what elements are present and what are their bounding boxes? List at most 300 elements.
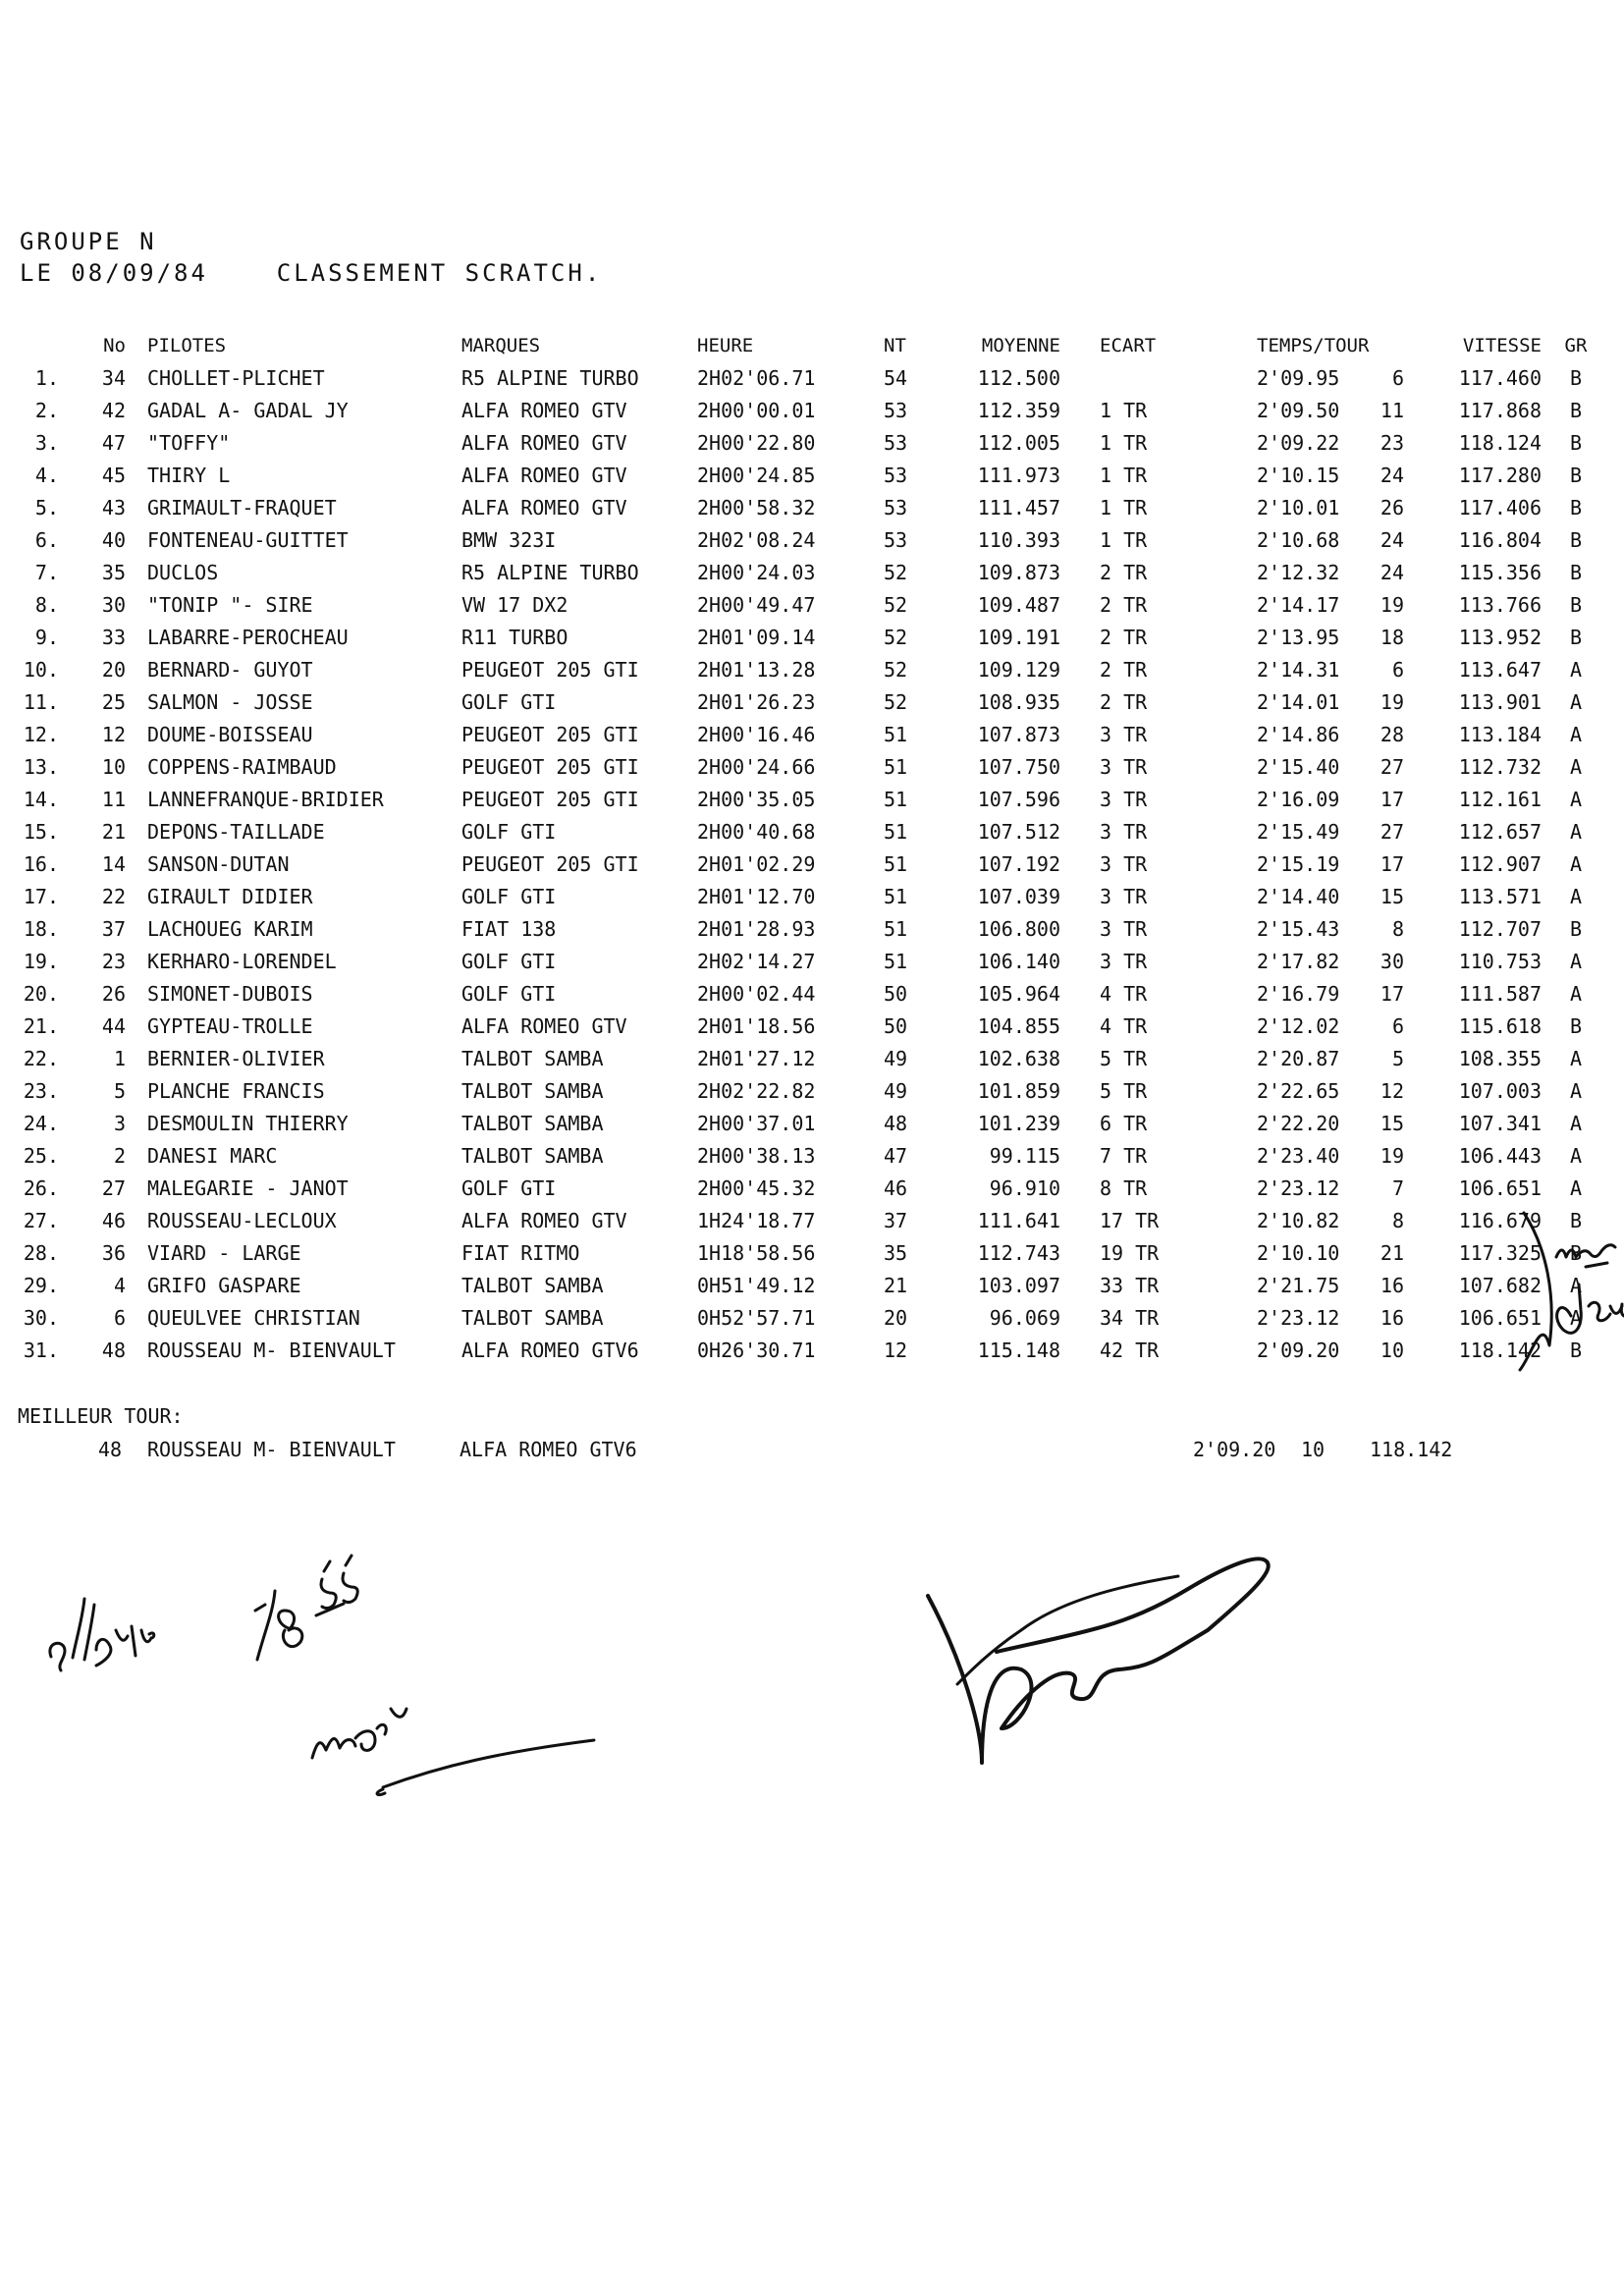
cell-vitesse: 117.280: [1458, 463, 1542, 487]
table-row: [0, 977, 1610, 1010]
cell-vitesse: 116.804: [1458, 527, 1542, 552]
cell-nt: 51: [884, 851, 908, 876]
table-row: [0, 847, 1610, 880]
table-row: [0, 912, 1610, 945]
cell-temps: 2'14.40: [1257, 884, 1340, 908]
cell-temps: 2'23.40: [1257, 1143, 1340, 1168]
cell-rank: 1.: [34, 365, 59, 390]
cell-gr: A: [1569, 819, 1583, 844]
cell-moyenne: 107.750: [977, 754, 1060, 779]
cell-moyenne: 109.129: [977, 657, 1060, 682]
cell-marque: R5 ALPINE TURBO: [461, 560, 639, 584]
cell-gr: B: [1569, 1240, 1583, 1265]
cell-tour: 26: [1380, 495, 1404, 519]
cell-gr: B: [1569, 1208, 1583, 1232]
cell-ecart: 4 TR: [1100, 981, 1148, 1006]
table-row: [0, 1301, 1610, 1334]
cell-nt: 46: [884, 1175, 908, 1200]
cell-vitesse: 112.732: [1458, 754, 1542, 779]
cell-nt: 21: [884, 1273, 908, 1297]
cell-moyenne: 107.512: [977, 819, 1060, 844]
cell-nt: 51: [884, 787, 908, 811]
best-lap-pilote: ROUSSEAU M- BIENVAULT: [147, 1438, 396, 1461]
cell-car-no: 27: [101, 1175, 126, 1200]
cell-pilote: DEPONS-TAILLADE: [147, 819, 325, 844]
cell-moyenne: 101.239: [977, 1111, 1060, 1135]
table-row: [0, 556, 1610, 588]
results-table: [0, 329, 1610, 1366]
best-lap-marque: ALFA ROMEO GTV6: [460, 1438, 637, 1461]
cell-marque: ALFA ROMEO GTV: [461, 495, 627, 519]
cell-marque: PEUGEOT 205 GTI: [461, 657, 639, 682]
cell-heure: 0H52'57.71: [697, 1305, 816, 1330]
cell-heure: 2H02'14.27: [697, 949, 816, 973]
cell-rank: 16.: [23, 851, 59, 876]
table-row: [0, 653, 1610, 685]
cell-pilote: QUEULVEE CHRISTIAN: [147, 1305, 360, 1330]
cell-ecart: 3 TR: [1100, 722, 1148, 746]
cell-tour: 19: [1380, 1143, 1404, 1168]
cell-ecart: 2 TR: [1100, 560, 1148, 584]
table-row: [0, 1139, 1610, 1172]
cell-car-no: 1: [113, 1046, 126, 1070]
cell-moyenne: 111.457: [977, 495, 1060, 519]
cell-pilote: BERNARD- GUYOT: [147, 657, 313, 682]
cell-nt: 50: [884, 1013, 908, 1038]
cell-temps: 2'15.19: [1257, 851, 1340, 876]
cell-rank: 22.: [23, 1046, 59, 1070]
cell-gr: A: [1569, 1078, 1583, 1103]
cell-rank: 28.: [23, 1240, 59, 1265]
cell-ecart: 3 TR: [1100, 949, 1148, 973]
col-moyenne: MOYENNE: [981, 334, 1060, 356]
cell-vitesse: 113.952: [1458, 625, 1542, 649]
cell-nt: 51: [884, 819, 908, 844]
cell-vitesse: 113.571: [1458, 884, 1542, 908]
cell-rank: 21.: [23, 1013, 59, 1038]
cell-heure: 2H00'02.44: [697, 981, 816, 1006]
cell-moyenne: 109.873: [977, 560, 1060, 584]
cell-nt: 12: [884, 1338, 908, 1362]
cell-rank: 13.: [23, 754, 59, 779]
cell-tour: 5: [1391, 1046, 1404, 1070]
cell-pilote: SIMONET-DUBOIS: [147, 981, 313, 1006]
cell-rank: 29.: [23, 1273, 59, 1297]
cell-nt: 53: [884, 527, 908, 552]
cell-pilote: THIRY L: [147, 463, 231, 487]
cell-nt: 37: [884, 1208, 908, 1232]
cell-moyenne: 111.973: [977, 463, 1060, 487]
cell-car-no: 48: [101, 1338, 126, 1362]
cell-car-no: 10: [101, 754, 126, 779]
table-row: [0, 750, 1610, 783]
cell-pilote: COPPENS-RAIMBAUD: [147, 754, 337, 779]
cell-nt: 54: [884, 365, 908, 390]
cell-vitesse: 112.707: [1458, 916, 1542, 941]
cell-moyenne: 105.964: [977, 981, 1060, 1006]
cell-nt: 51: [884, 916, 908, 941]
cell-car-no: 11: [101, 787, 126, 811]
cell-nt: 52: [884, 689, 908, 714]
cell-ecart: 33 TR: [1100, 1273, 1160, 1297]
cell-ecart: 5 TR: [1100, 1046, 1148, 1070]
cell-ecart: 42 TR: [1100, 1338, 1160, 1362]
cell-marque: TALBOT SAMBA: [461, 1111, 604, 1135]
cell-pilote: GIRAULT DIDIER: [147, 884, 313, 908]
cell-gr: B: [1569, 592, 1583, 617]
cell-marque: GOLF GTI: [461, 884, 557, 908]
cell-tour: 24: [1380, 463, 1404, 487]
cell-car-no: 2: [113, 1143, 126, 1168]
cell-marque: GOLF GTI: [461, 981, 557, 1006]
cell-heure: 2H00'40.68: [697, 819, 816, 844]
table-row: [0, 1172, 1610, 1204]
cell-moyenne: 110.393: [977, 527, 1060, 552]
cell-nt: 49: [884, 1078, 908, 1103]
cell-vitesse: 115.618: [1458, 1013, 1542, 1038]
table-row: [0, 1269, 1610, 1301]
cell-pilote: ROUSSEAU M- BIENVAULT: [147, 1338, 396, 1362]
cell-marque: ALFA ROMEO GTV6: [461, 1338, 639, 1362]
cell-rank: 5.: [34, 495, 59, 519]
cell-vitesse: 106.651: [1458, 1175, 1542, 1200]
cell-temps: 2'14.86: [1257, 722, 1340, 746]
cell-pilote: MALEGARIE - JANOT: [147, 1175, 349, 1200]
cell-heure: 2H00'35.05: [697, 787, 816, 811]
cell-vitesse: 112.907: [1458, 851, 1542, 876]
cell-tour: 23: [1380, 430, 1404, 455]
cell-temps: 2'16.09: [1257, 787, 1340, 811]
table-row: [0, 1334, 1610, 1366]
cell-nt: 53: [884, 430, 908, 455]
cell-car-no: 6: [113, 1305, 126, 1330]
cell-pilote: "TONIP "- SIRE: [147, 592, 313, 617]
cell-moyenne: 109.487: [977, 592, 1060, 617]
cell-moyenne: 107.192: [977, 851, 1060, 876]
cell-nt: 50: [884, 981, 908, 1006]
cell-car-no: 36: [101, 1240, 126, 1265]
cell-moyenne: 112.500: [977, 365, 1060, 390]
cell-tour: 18: [1380, 625, 1404, 649]
cell-tour: 17: [1380, 981, 1404, 1006]
cell-rank: 11.: [23, 689, 59, 714]
cell-pilote: GRIMAULT-FRAQUET: [147, 495, 337, 519]
cell-tour: 24: [1380, 560, 1404, 584]
cell-vitesse: 116.679: [1458, 1208, 1542, 1232]
cell-pilote: LABARRE-PEROCHEAU: [147, 625, 349, 649]
cell-nt: 20: [884, 1305, 908, 1330]
cell-rank: 14.: [23, 787, 59, 811]
cell-rank: 24.: [23, 1111, 59, 1135]
cell-marque: PEUGEOT 205 GTI: [461, 722, 639, 746]
col-ecart: ECART: [1100, 334, 1157, 356]
cell-nt: 51: [884, 722, 908, 746]
cell-temps: 2'10.15: [1257, 463, 1340, 487]
cell-temps: 2'15.40: [1257, 754, 1340, 779]
cell-tour: 19: [1380, 592, 1404, 617]
cell-tour: 6: [1391, 1013, 1404, 1038]
cell-ecart: 19 TR: [1100, 1240, 1160, 1265]
cell-ecart: 2 TR: [1100, 625, 1148, 649]
cell-ecart: 2 TR: [1100, 689, 1148, 714]
cell-rank: 3.: [34, 430, 59, 455]
cell-gr: A: [1569, 884, 1583, 908]
cell-gr: A: [1569, 1175, 1583, 1200]
cell-marque: ALFA ROMEO GTV: [461, 430, 627, 455]
table-header: [0, 329, 1610, 361]
cell-moyenne: 96.069: [989, 1305, 1060, 1330]
cell-rank: 26.: [23, 1175, 59, 1200]
cell-heure: 2H00'22.80: [697, 430, 816, 455]
cell-gr: A: [1569, 787, 1583, 811]
cell-tour: 6: [1391, 365, 1404, 390]
cell-rank: 23.: [23, 1078, 59, 1103]
cell-moyenne: 106.800: [977, 916, 1060, 941]
cell-ecart: 3 TR: [1100, 754, 1148, 779]
cell-vitesse: 117.460: [1458, 365, 1542, 390]
cell-pilote: GYPTEAU-TROLLE: [147, 1013, 313, 1038]
cell-rank: 10.: [23, 657, 59, 682]
cell-car-no: 44: [101, 1013, 126, 1038]
cell-pilote: DOUME-BOISSEAU: [147, 722, 313, 746]
cell-car-no: 43: [101, 495, 126, 519]
cell-moyenne: 108.935: [977, 689, 1060, 714]
cell-rank: 19.: [23, 949, 59, 973]
cell-pilote: DANESI MARC: [147, 1143, 278, 1168]
col-pilotes: PILOTES: [147, 334, 227, 356]
cell-gr: B: [1569, 527, 1583, 552]
table-row: [0, 1074, 1610, 1107]
cell-ecart: 3 TR: [1100, 819, 1148, 844]
cell-marque: ALFA ROMEO GTV: [461, 1208, 627, 1232]
cell-tour: 16: [1380, 1273, 1404, 1297]
cell-moyenne: 111.641: [977, 1208, 1060, 1232]
cell-temps: 2'09.50: [1257, 398, 1340, 422]
cell-car-no: 33: [101, 625, 126, 649]
cell-ecart: 5 TR: [1100, 1078, 1148, 1103]
cell-ecart: 3 TR: [1100, 851, 1148, 876]
cell-rank: 2.: [34, 398, 59, 422]
cell-ecart: 4 TR: [1100, 1013, 1148, 1038]
cell-gr: A: [1569, 1305, 1583, 1330]
cell-marque: FIAT RITMO: [461, 1240, 580, 1265]
cell-temps: 2'13.95: [1257, 625, 1340, 649]
col-vitesse: VITESSE: [1462, 334, 1542, 356]
cell-marque: BMW 323I: [461, 527, 557, 552]
cell-nt: 47: [884, 1143, 908, 1168]
cell-pilote: ROUSSEAU-LECLOUX: [147, 1208, 337, 1232]
cell-temps: 2'23.12: [1257, 1305, 1340, 1330]
cell-rank: 18.: [23, 916, 59, 941]
cell-rank: 7.: [34, 560, 59, 584]
table-row: [0, 394, 1610, 426]
cell-car-no: 14: [101, 851, 126, 876]
cell-ecart: 1 TR: [1100, 495, 1148, 519]
cell-heure: 2H01'12.70: [697, 884, 816, 908]
cell-vitesse: 112.657: [1458, 819, 1542, 844]
cell-temps: 2'14.31: [1257, 657, 1340, 682]
cell-marque: PEUGEOT 205 GTI: [461, 851, 639, 876]
cell-car-no: 35: [101, 560, 126, 584]
cell-car-no: 46: [101, 1208, 126, 1232]
cell-pilote: KERHARO-LORENDEL: [147, 949, 337, 973]
cell-marque: TALBOT SAMBA: [461, 1078, 604, 1103]
cell-car-no: 26: [101, 981, 126, 1006]
cell-temps: 2'17.82: [1257, 949, 1340, 973]
cell-vitesse: 107.003: [1458, 1078, 1542, 1103]
cell-ecart: 1 TR: [1100, 430, 1148, 455]
cell-gr: A: [1569, 1111, 1583, 1135]
table-row: [0, 685, 1610, 718]
cell-vitesse: 115.356: [1458, 560, 1542, 584]
cell-gr: A: [1569, 851, 1583, 876]
cell-moyenne: 112.359: [977, 398, 1060, 422]
cell-vitesse: 107.682: [1458, 1273, 1542, 1297]
cell-nt: 49: [884, 1046, 908, 1070]
cell-rank: 25.: [23, 1143, 59, 1168]
cell-marque: R11 TURBO: [461, 625, 568, 649]
table-row: [0, 621, 1610, 653]
table-row: [0, 783, 1610, 815]
cell-rank: 15.: [23, 819, 59, 844]
cell-vitesse: 118.142: [1458, 1338, 1542, 1362]
cell-gr: A: [1569, 722, 1583, 746]
cell-marque: R5 ALPINE TURBO: [461, 365, 639, 390]
cell-nt: 35: [884, 1240, 908, 1265]
cell-ecart: 34 TR: [1100, 1305, 1160, 1330]
cell-marque: ALFA ROMEO GTV: [461, 463, 627, 487]
cell-car-no: 37: [101, 916, 126, 941]
cell-pilote: LANNEFRANQUE-BRIDIER: [147, 787, 384, 811]
cell-rank: 12.: [23, 722, 59, 746]
cell-heure: 2H01'26.23: [697, 689, 816, 714]
cell-gr: A: [1569, 1143, 1583, 1168]
cell-moyenne: 109.191: [977, 625, 1060, 649]
cell-tour: 17: [1380, 851, 1404, 876]
cell-vitesse: 110.753: [1458, 949, 1542, 973]
cell-tour: 7: [1391, 1175, 1404, 1200]
cell-car-no: 12: [101, 722, 126, 746]
cell-gr: B: [1569, 916, 1583, 941]
initials-signature: [312, 1709, 406, 1758]
best-lap-vitesse: 118.142: [1370, 1438, 1453, 1461]
cell-tour: 19: [1380, 689, 1404, 714]
cell-heure: 2H00'49.47: [697, 592, 816, 617]
cell-moyenne: 112.743: [977, 1240, 1060, 1265]
cell-car-no: 42: [101, 398, 126, 422]
cell-vitesse: 113.647: [1458, 657, 1542, 682]
cell-rank: 8.: [34, 592, 59, 617]
table-row: [0, 491, 1610, 523]
cell-marque: GOLF GTI: [461, 1175, 557, 1200]
cell-vitesse: 117.406: [1458, 495, 1542, 519]
cell-ecart: 3 TR: [1100, 884, 1148, 908]
cell-heure: 2H00'58.32: [697, 495, 816, 519]
cell-temps: 2'09.22: [1257, 430, 1340, 455]
cell-moyenne: 107.596: [977, 787, 1060, 811]
cell-tour: 30: [1380, 949, 1404, 973]
cell-moyenne: 107.039: [977, 884, 1060, 908]
cell-heure: 2H00'38.13: [697, 1143, 816, 1168]
cell-car-no: 25: [101, 689, 126, 714]
cell-tour: 10: [1380, 1338, 1404, 1362]
cell-ecart: [1060, 361, 1227, 394]
cell-moyenne: 107.873: [977, 722, 1060, 746]
cell-heure: 2H01'09.14: [697, 625, 816, 649]
cell-temps: 2'12.32: [1257, 560, 1340, 584]
group-title: GROUPE N: [20, 228, 157, 255]
cell-marque: FIAT 138: [461, 916, 557, 941]
cell-car-no: 3: [113, 1111, 126, 1135]
cell-pilote: GADAL A- GADAL JY: [147, 398, 349, 422]
cell-temps: 2'21.75: [1257, 1273, 1340, 1297]
table-row: [0, 815, 1610, 847]
cell-nt: 52: [884, 657, 908, 682]
cell-vitesse: 113.184: [1458, 722, 1542, 746]
cell-vitesse: 113.766: [1458, 592, 1542, 617]
cell-pilote: CHOLLET-PLICHET: [147, 365, 325, 390]
table-row: [0, 523, 1610, 556]
cell-gr: B: [1569, 463, 1583, 487]
cell-moyenne: 112.005: [977, 430, 1060, 455]
cell-pilote: BERNIER-OLIVIER: [147, 1046, 325, 1070]
cell-marque: ALFA ROMEO GTV: [461, 398, 627, 422]
cell-tour: 6: [1391, 657, 1404, 682]
cell-marque: GOLF GTI: [461, 689, 557, 714]
cell-ecart: 8 TR: [1100, 1175, 1148, 1200]
cell-tour: 27: [1380, 754, 1404, 779]
cell-gr: B: [1569, 560, 1583, 584]
cell-nt: 51: [884, 949, 908, 973]
cell-ecart: 1 TR: [1100, 398, 1148, 422]
cell-car-no: 40: [101, 527, 126, 552]
cell-heure: 2H01'13.28: [697, 657, 816, 682]
cell-gr: B: [1569, 398, 1583, 422]
cell-vitesse: 111.587: [1458, 981, 1542, 1006]
cell-ecart: 17 TR: [1100, 1208, 1160, 1232]
cell-moyenne: 101.859: [977, 1078, 1060, 1103]
cell-temps: 2'14.17: [1257, 592, 1340, 617]
cell-marque: ALFA ROMEO GTV: [461, 1013, 627, 1038]
cell-pilote: DESMOULIN THIERRY: [147, 1111, 349, 1135]
cell-heure: 2H01'02.29: [697, 851, 816, 876]
cell-nt: 48: [884, 1111, 908, 1135]
cell-nt: 53: [884, 463, 908, 487]
cell-tour: 12: [1380, 1078, 1404, 1103]
cell-pilote: PLANCHE FRANCIS: [147, 1078, 325, 1103]
cell-gr: A: [1569, 981, 1583, 1006]
cell-pilote: VIARD - LARGE: [147, 1240, 301, 1265]
cell-pilote: DUCLOS: [147, 560, 219, 584]
table-row: [0, 361, 1610, 394]
col-gr: GR: [1564, 334, 1588, 356]
cell-pilote: LACHOUEG KARIM: [147, 916, 313, 941]
cell-gr: B: [1569, 365, 1583, 390]
table-row: [0, 459, 1610, 491]
cell-heure: 2H00'16.46: [697, 722, 816, 746]
cell-gr: A: [1569, 754, 1583, 779]
cell-tour: 24: [1380, 527, 1404, 552]
cell-temps: 2'14.01: [1257, 689, 1340, 714]
cell-marque: TALBOT SAMBA: [461, 1305, 604, 1330]
table-row: [0, 945, 1610, 977]
classification-title: LE 08/09/84 CLASSEMENT SCRATCH.: [20, 259, 603, 287]
cell-tour: 15: [1380, 884, 1404, 908]
cell-rank: 4.: [34, 463, 59, 487]
cell-temps: 2'09.95: [1257, 365, 1340, 390]
cell-nt: 52: [884, 592, 908, 617]
cell-heure: 2H02'08.24: [697, 527, 816, 552]
